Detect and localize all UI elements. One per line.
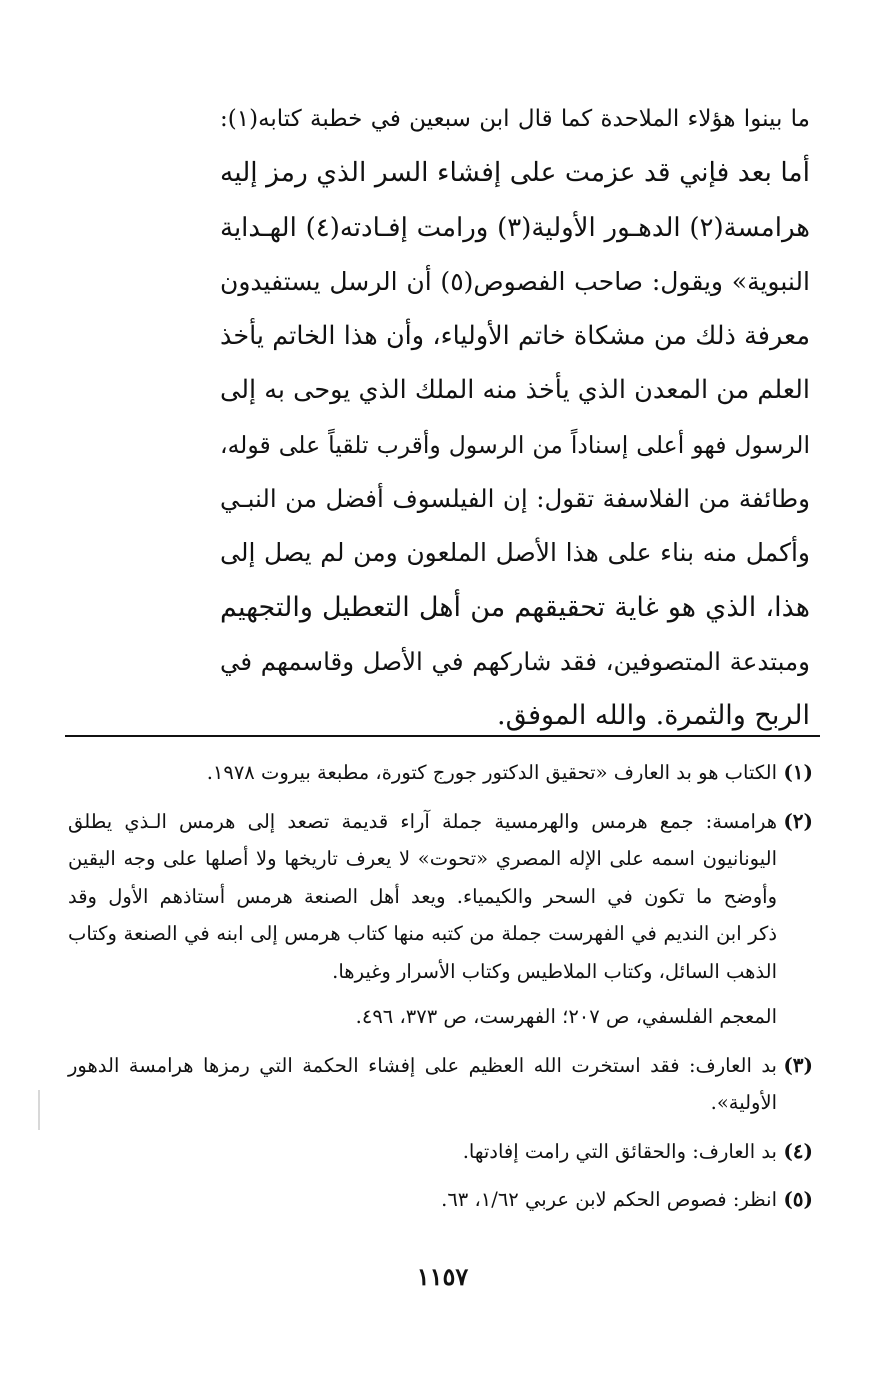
footnote-3 bbox=[68, 1047, 813, 1122]
footnote-number: (٣) bbox=[783, 1052, 813, 1077]
page-number: ١١٥٧ bbox=[416, 1262, 469, 1291]
footnote-1 bbox=[68, 754, 813, 792]
footnote-line: اليونانيون اسمه على الإله المصري «تحوت» لا يعرف تاريخها ولا أصلها على وجه اليقين bbox=[68, 847, 777, 870]
footnotes-block bbox=[68, 754, 813, 1230]
main-text-line: العلم من المعدن الذي يأخذ منه الملك الذي يوحى به إلى bbox=[220, 375, 810, 406]
main-text-line: الرسول فهو أعلى إسناداً من الرسول وأقرب تلقياً على قوله، bbox=[220, 430, 810, 459]
main-text-line: أما بعد فإني قد عزمت على إفشاء السر الذي رمز إليه bbox=[220, 157, 810, 189]
footnote-line: هرامسة: جمع هرمس والهرمسية جملة آراء قديمة تصعد إلى هرمس الـذي يطلق bbox=[68, 809, 777, 833]
main-text-line: ما بينوا هؤلاء الملاحدة كما قال ابن سبعين في خطبة كتابه(١): bbox=[220, 106, 810, 132]
footnote-line: الكتاب هو بد العارف «تحقيق الدكتور جورج كتورة، مطبعة بيروت ١٩٧٨. bbox=[206, 761, 777, 784]
main-text-line: هذا، الذي هو غاية تحقيقهم من أهل التعطيل والتجهيم bbox=[220, 591, 810, 623]
footnote-number: (٥) bbox=[783, 1187, 813, 1211]
footnote-body bbox=[68, 754, 777, 792]
footnote-reference: المعجم الفلسفي، ص ٢٠٧؛ الفهرست، ص ٣٧٣، ٤٩٦. bbox=[355, 1005, 777, 1028]
footnote-body bbox=[68, 803, 777, 1036]
footnote-body bbox=[68, 1181, 777, 1219]
scan-edge-mark bbox=[38, 1090, 40, 1130]
footnote-4 bbox=[68, 1133, 813, 1171]
footnote-number: (٢) bbox=[783, 808, 813, 833]
main-text-line: النبوية» ويقول: صاحب الفصوص(٥) أن الرسل يستفيدون bbox=[220, 266, 810, 296]
footnote-body bbox=[68, 1133, 777, 1171]
footnote-line: انظر: فصوص الحكم لابن عربي ١/٦٢، ٦٣. bbox=[441, 1188, 777, 1211]
footnote-2 bbox=[68, 803, 813, 1036]
footnote-line: ذكر ابن النديم في الفهرست جملة من كتبه منها كتاب هرمس إلى ابنه في الصنعة وكتاب bbox=[68, 922, 777, 945]
footnote-line: بد العارف: فقد استخرت الله العظيم على إفشاء الحكمة التي رمزها هرامسة الدهور bbox=[68, 1053, 777, 1077]
footnote-line: الذهب السائل، وكتاب الملاطيس وكتاب الأسرار وغيرها. bbox=[332, 959, 777, 983]
footnote-line: الأولية». bbox=[710, 1091, 777, 1114]
main-text-line: وطائفة من الفلاسفة تقول: إن الفيلسوف أفضل من النبـي bbox=[220, 484, 810, 514]
footnote-number: (٤) bbox=[783, 1138, 813, 1163]
main-text-line: الربح والثمرة. والله الموفق. bbox=[497, 700, 810, 732]
main-text-line: وأكمل منه بناء على هذا الأصل الملعون ومن لم يصل إلى bbox=[220, 538, 810, 568]
footnote-line: وأوضح ما تكون في السحر والكيمياء. ويعد أهل الصنعة هرمس أستاذهم الأول وقد bbox=[68, 884, 777, 908]
main-text-line: معرفة ذلك من مشكاة خاتم الأولياء، وأن هذا الخاتم يأخذ bbox=[220, 321, 810, 352]
main-text-line: هرامسة(٢) الدهـور الأولية(٣) ورامت إفـادته(٤) الهـداية bbox=[220, 212, 810, 243]
footnote-body bbox=[68, 1047, 777, 1122]
footnote-divider bbox=[65, 735, 820, 737]
footnote-5 bbox=[68, 1181, 813, 1219]
footnote-number: (١) bbox=[783, 760, 813, 784]
main-text-block bbox=[220, 92, 810, 744]
main-text-line: ومبتدعة المتصوفين، فقد شاركهم في الأصل وقاسمهم في bbox=[220, 646, 810, 676]
footnote-line: بد العارف: والحقائق التي رامت إفادتها. bbox=[462, 1139, 777, 1163]
